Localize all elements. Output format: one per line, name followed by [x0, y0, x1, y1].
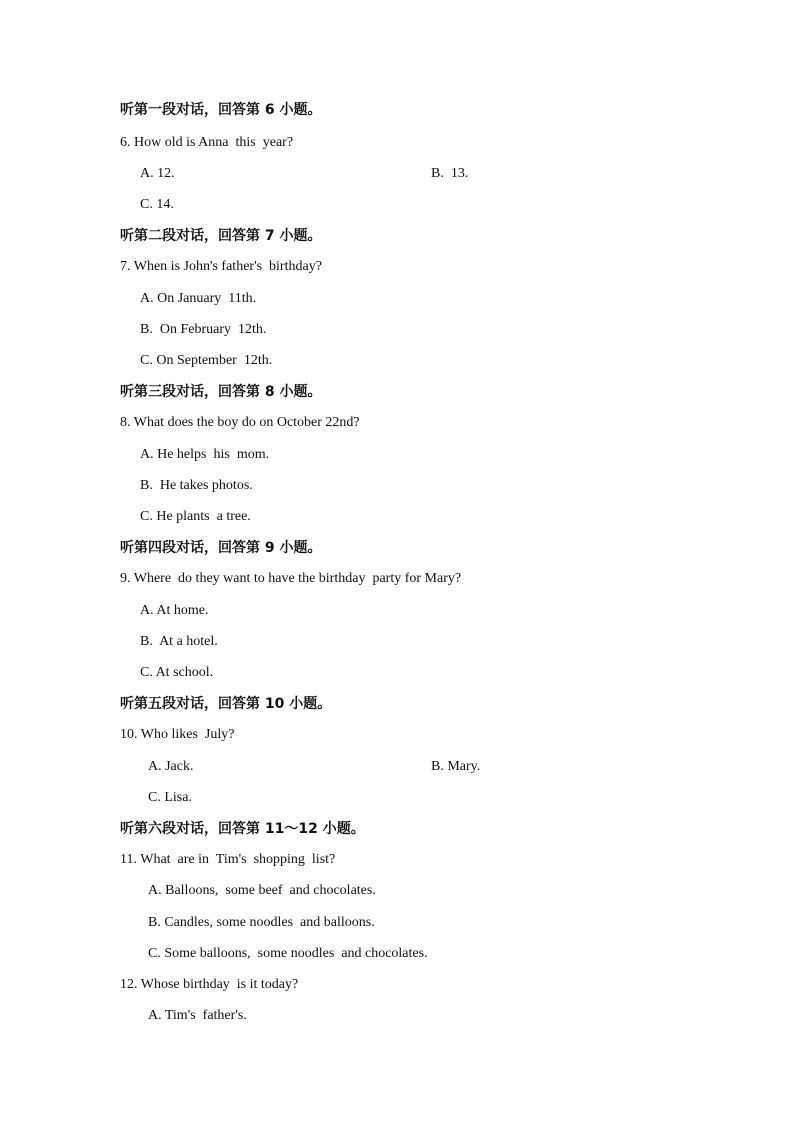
- option-b: B. Mary.: [431, 759, 481, 774]
- option-a: A. At home.: [140, 603, 209, 618]
- option-c: C. At school.: [140, 665, 214, 680]
- option-a: A. 12.: [140, 166, 175, 181]
- option-b: B. He takes photos.: [140, 478, 253, 493]
- option-c: C. 14.: [140, 197, 174, 212]
- section-heading: 听第三段对话，回答第 8 小题。: [120, 384, 322, 400]
- option-b: B. 13.: [431, 166, 469, 181]
- option-a: A. On January 11th.: [140, 291, 257, 306]
- option-a: A. He helps his mom.: [140, 447, 270, 462]
- question-text: 6. How old is Anna this year?: [120, 135, 294, 150]
- question-text: 7. When is John's father's birthday?: [120, 259, 322, 274]
- option-b: B. At a hotel.: [140, 634, 218, 649]
- option-a: A. Tim's father's.: [148, 1008, 247, 1023]
- question-text: 12. Whose birthday is it today?: [120, 977, 299, 992]
- option-b: B. Candles, some noodles and balloons.: [148, 915, 375, 930]
- question-text: 9. Where do they want to have the birthday party for Mary?: [120, 571, 462, 586]
- option-a: A. Balloons, some beef and chocolates.: [148, 883, 376, 898]
- option-c: C. Some balloons, some noodles and chocolates.: [148, 946, 428, 961]
- option-c: C. Lisa.: [148, 790, 192, 805]
- question-text: 11. What are in Tim's shopping list?: [120, 852, 336, 867]
- question-text: 8. What does the boy do on October 22nd?: [120, 415, 360, 430]
- section-heading: 听第六段对话，回答第 11～12 小题。: [120, 821, 365, 837]
- option-b: B. On February 12th.: [140, 322, 267, 337]
- question-text: 10. Who likes July?: [120, 727, 235, 742]
- option-a: A. Jack.: [148, 759, 194, 774]
- option-c: C. He plants a tree.: [140, 509, 251, 524]
- section-heading: 听第一段对话，回答第 6 小题。: [120, 102, 322, 118]
- option-c: C. On September 12th.: [140, 353, 273, 368]
- section-heading: 听第五段对话，回答第 10 小题。: [120, 696, 332, 712]
- section-heading: 听第二段对话，回答第 7 小题。: [120, 228, 322, 244]
- section-heading: 听第四段对话，回答第 9 小题。: [120, 540, 322, 556]
